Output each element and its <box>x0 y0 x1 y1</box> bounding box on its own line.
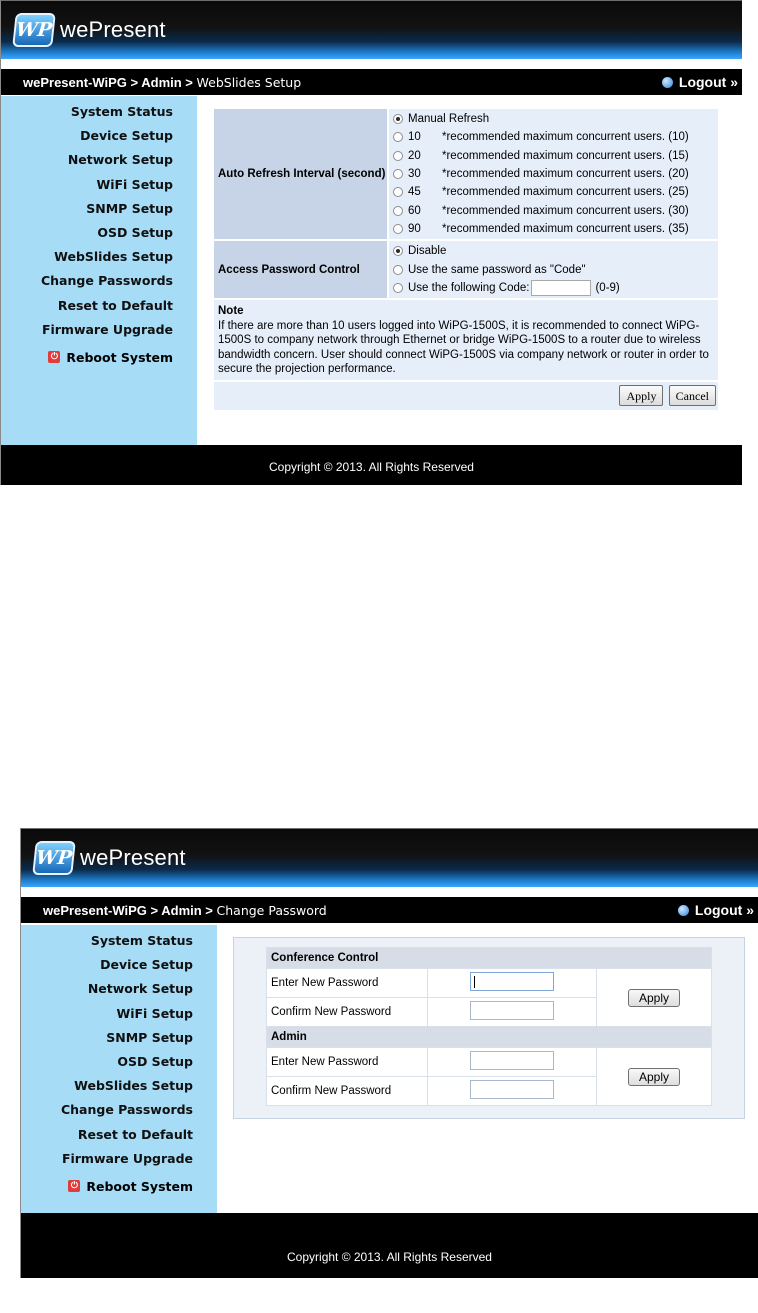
refresh-option-20[interactable] <box>390 147 717 165</box>
footer-copyright: Copyright © 2013. All Rights Reserved <box>21 1213 758 1278</box>
nav-wifi-setup[interactable]: WiFi Setup <box>96 176 173 192</box>
reboot-label: Reboot System <box>86 1178 193 1194</box>
section-conference-control: Conference Control <box>267 948 712 969</box>
change-password-panel <box>233 937 745 1119</box>
refresh-option-note: *recommended maximum concurrent users. (10) <box>442 131 689 144</box>
refresh-interval-label: Auto Refresh Interval (second) <box>214 109 387 239</box>
refresh-option-note: *recommended maximum concurrent users. (20) <box>442 168 689 181</box>
header-banner <box>1 1 742 59</box>
breadcrumb-path: wePresent-WiPG > Admin > <box>43 902 217 918</box>
logout-label: Logout » <box>694 902 754 918</box>
refresh-option-60[interactable] <box>390 201 717 219</box>
webslides-setup-screen <box>0 0 742 485</box>
nav-firmware-upgrade[interactable]: Firmware Upgrade <box>61 1150 193 1166</box>
password-control-options <box>389 241 718 298</box>
nav-reset-default[interactable]: Reset to Default <box>57 297 173 313</box>
refresh-option-value: 45 <box>408 186 421 199</box>
breadcrumb <box>21 897 758 923</box>
radio-password-following[interactable] <box>393 283 403 293</box>
radio-refresh-90[interactable] <box>393 224 403 234</box>
refresh-option-value: 20 <box>408 149 421 162</box>
brand-name: wePresent <box>80 845 186 870</box>
password-option-same[interactable] <box>390 260 717 278</box>
logout-link[interactable] <box>678 897 754 923</box>
refresh-option-note: *recommended maximum concurrent users. (30) <box>442 204 689 217</box>
webslides-form <box>212 107 720 412</box>
nav-webslides-setup[interactable]: WebSlides Setup <box>74 1078 193 1094</box>
nav-firmware-upgrade[interactable]: Firmware Upgrade <box>41 321 173 337</box>
change-password-form <box>266 947 712 1106</box>
footer-copyright: Copyright © 2013. All Rights Reserved <box>1 445 742 485</box>
breadcrumb-current: WebSlides Setup <box>196 74 302 90</box>
admin-confirm-password-input[interactable] <box>470 1080 554 1099</box>
power-icon: ⏻ <box>68 1180 80 1192</box>
radio-refresh-60[interactable] <box>393 206 403 216</box>
nav-network-setup[interactable]: Network Setup <box>67 152 173 168</box>
logout-icon <box>662 77 673 88</box>
refresh-option-90[interactable] <box>390 220 717 238</box>
refresh-option-manual[interactable] <box>390 110 717 128</box>
nav-snmp-setup[interactable]: SNMP Setup <box>106 1029 193 1045</box>
wepresent-logo <box>14 12 166 48</box>
nav-wifi-setup[interactable]: WiFi Setup <box>116 1005 193 1021</box>
conference-apply-button[interactable]: Apply <box>628 989 680 1007</box>
password-option-label: Use the following Code: <box>408 281 530 294</box>
sidebar <box>21 925 217 1213</box>
code-input[interactable] <box>531 280 591 296</box>
main-content <box>197 96 742 445</box>
admin-new-password-input[interactable] <box>470 1051 554 1070</box>
wepresent-logo <box>34 840 186 876</box>
refresh-option-note: *recommended maximum concurrent users. (15) <box>442 149 689 162</box>
nav-system-status[interactable]: System Status <box>70 104 173 119</box>
radio-refresh-10[interactable] <box>393 132 403 142</box>
conference-confirm-password-input[interactable] <box>470 1001 554 1020</box>
note-text: If there are more than 10 users logged into WiPG-1500S, it is recommended to connect WiPG-1500S to company network through Ethernet or bridge WiPG-1500S to a router due to wireless bandwidth concern. User should connect WiPG-1500S via company network or router in order to secure the projection performance. <box>218 319 709 376</box>
reboot-label: Reboot System <box>66 349 173 365</box>
radio-password-same[interactable] <box>393 265 403 275</box>
nav-webslides-setup[interactable]: WebSlides Setup <box>54 249 173 265</box>
refresh-option-10[interactable] <box>390 128 717 146</box>
breadcrumb <box>1 69 742 95</box>
change-password-screen <box>20 828 758 1278</box>
apply-button[interactable]: Apply <box>619 385 663 406</box>
reboot-system-link[interactable] <box>1 350 197 365</box>
refresh-option-label: Manual Refresh <box>408 113 490 126</box>
password-control-label: Access Password Control <box>214 241 387 298</box>
refresh-option-value: 30 <box>408 168 421 181</box>
logout-icon <box>678 905 689 916</box>
radio-password-disable[interactable] <box>393 246 403 256</box>
breadcrumb-current: Change Password <box>216 902 327 918</box>
password-option-label: Use the same password as "Code" <box>408 263 586 276</box>
refresh-option-30[interactable] <box>390 165 717 183</box>
nav-osd-setup[interactable]: OSD Setup <box>97 224 173 240</box>
nav-device-setup[interactable]: Device Setup <box>100 957 193 973</box>
conference-new-password-label: Enter New Password <box>267 969 428 998</box>
radio-refresh-30[interactable] <box>393 169 403 179</box>
refresh-interval-options <box>389 109 718 239</box>
nav-snmp-setup[interactable]: SNMP Setup <box>86 200 173 216</box>
refresh-option-value: 10 <box>408 131 421 144</box>
reboot-system-link[interactable] <box>21 1179 217 1194</box>
nav-reset-default[interactable]: Reset to Default <box>77 1126 193 1142</box>
nav-change-passwords[interactable]: Change Passwords <box>40 273 173 289</box>
brand-name: wePresent <box>60 17 166 42</box>
nav-system-status[interactable]: System Status <box>90 933 193 948</box>
main-content <box>217 925 758 1213</box>
note-box <box>214 300 718 380</box>
nav-change-passwords[interactable]: Change Passwords <box>60 1102 193 1118</box>
conference-new-password-input[interactable] <box>470 972 554 991</box>
refresh-option-value: 90 <box>408 222 421 235</box>
power-icon: ⏻ <box>48 351 60 363</box>
refresh-option-note: *recommended maximum concurrent users. (35) <box>442 222 689 235</box>
nav-device-setup[interactable]: Device Setup <box>80 128 173 144</box>
nav-osd-setup[interactable]: OSD Setup <box>117 1053 193 1069</box>
password-option-label: Disable <box>408 245 447 258</box>
section-admin: Admin <box>267 1027 712 1048</box>
refresh-option-note: *recommended maximum concurrent users. (25) <box>442 186 689 199</box>
note-title: Note <box>218 304 244 317</box>
password-option-following[interactable] <box>390 279 717 297</box>
breadcrumb-path: wePresent-WiPG > Admin > <box>23 74 197 90</box>
radio-refresh-45[interactable] <box>393 187 403 197</box>
code-range-hint: (0-9) <box>595 281 620 294</box>
nav-network-setup[interactable]: Network Setup <box>87 981 193 997</box>
radio-refresh-20[interactable] <box>393 151 403 161</box>
sidebar <box>1 96 197 445</box>
header-banner <box>21 829 758 887</box>
password-option-disable[interactable] <box>390 242 717 260</box>
logo-badge-icon: WP <box>32 841 76 875</box>
refresh-option-45[interactable] <box>390 183 717 201</box>
cancel-button[interactable]: Cancel <box>669 385 716 406</box>
logout-link[interactable] <box>662 69 738 95</box>
logout-label: Logout » <box>678 74 738 90</box>
admin-new-password-label: Enter New Password <box>267 1048 428 1077</box>
conference-confirm-password-label: Confirm New Password <box>267 998 428 1027</box>
refresh-option-value: 60 <box>408 204 421 217</box>
admin-confirm-password-label: Confirm New Password <box>267 1077 428 1106</box>
button-row <box>214 382 718 410</box>
logo-badge-icon: WP <box>12 13 56 47</box>
admin-apply-button[interactable]: Apply <box>628 1068 680 1086</box>
radio-refresh-manual[interactable] <box>393 114 403 124</box>
